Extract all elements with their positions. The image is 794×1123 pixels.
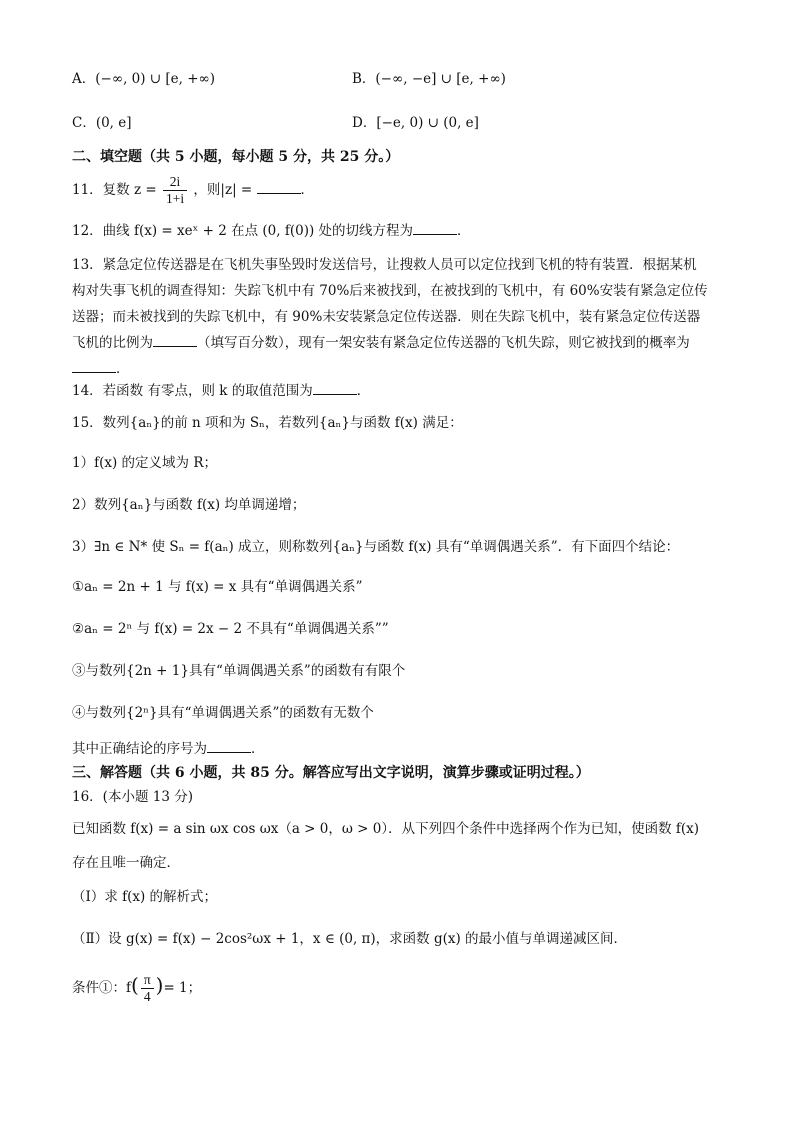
option-b: B．(−∞, −e] ∪ [e, +∞) xyxy=(352,71,506,87)
q15-answer-blank[interactable] xyxy=(207,739,251,753)
q13-end: ． xyxy=(116,361,130,377)
q12-answer-blank[interactable] xyxy=(413,221,457,235)
q11-suffix: ，则|z| = xyxy=(193,182,253,198)
q11-denominator: 1+i xyxy=(165,191,185,206)
q13-line-4b: （填写百分数），现有一架安装有紧急定位传送器的飞机失踪，则它被找到的概率为 xyxy=(197,335,690,351)
option-d: D．[−e, 0) ∪ (0, e] xyxy=(352,115,479,131)
q13-line-3: 送器；而未被找到的失踪飞机中，有 90%未安装紧急定位传送器．则在失踪飞机中，装有紧急定位传送器 xyxy=(72,309,701,325)
q15-condition-2: 2）数列{aₙ}与函数 f(x) 均单调递增； xyxy=(72,497,306,513)
q13-blank-1[interactable] xyxy=(153,333,197,347)
q13-line-2: 构对失事飞机的调查得知：失踪飞机中有 70%后来被找到，在被找到的飞机中，有 60%安装有紧急定位传 xyxy=(72,283,708,299)
q16-cond1-denominator: 4 xyxy=(143,989,151,1004)
q15-condition-1: 1）f(x) 的定义域为 R； xyxy=(72,455,217,471)
q15-ask-text: 其中正确结论的序号为 xyxy=(72,741,207,757)
q11-numerator: 2i xyxy=(163,174,187,191)
q13-line-4 xyxy=(72,330,732,356)
q15-end: ． xyxy=(251,741,265,757)
q13-line-5 xyxy=(72,356,732,382)
q15-condition-3: 3）∃n ∈ N* 使 Sₙ = f(aₙ) 成立，则称数列{aₙ}与函数 f(x) 具有“单调偶遇关系”．有下面四个结论： xyxy=(72,539,680,555)
q15-intro: 15．数列{aₙ}的前 n 项和为 Sₙ，若数列{aₙ}与函数 f(x) 满足： xyxy=(72,415,463,431)
q16-cond1-prefix: 条件①：f xyxy=(72,980,131,996)
q14-text: 14．若函数 有零点，则 k 的取值范围为 xyxy=(72,383,313,399)
q14-answer-blank[interactable] xyxy=(313,381,357,395)
q15-statement-1: ①aₙ = 2n + 1 与 f(x) = x 具有“单调偶遇关系” xyxy=(72,579,363,595)
q16-part-1: （Ⅰ）求 f(x) 的解析式； xyxy=(72,889,218,905)
question-14 xyxy=(72,380,734,402)
question-11 xyxy=(72,173,734,207)
section-3-title: 三、解答题（共 6 小题，共 85 分。解答应写出文字说明，演算步骤或证明过程。） xyxy=(72,765,590,781)
q14-end: ． xyxy=(356,383,371,399)
section-2-title: 二、填空题（共 5 小题，每小题 5 分，共 25 分。） xyxy=(72,149,400,165)
q13-line-1: 13．紧急定位传送器是在飞机失事坠毁时发送信号，让搜救人员可以定位找到飞机的特有装置．根据某机 xyxy=(72,257,697,273)
q11-answer-blank[interactable] xyxy=(257,180,301,194)
question-13 xyxy=(72,252,732,382)
q12-end: ． xyxy=(457,223,471,239)
q16-cond1-suffix: = 1； xyxy=(163,980,202,996)
q13-line-4a: 飞机的比例为 xyxy=(72,335,153,351)
q16-line-2: 存在且唯一确定． xyxy=(72,855,180,871)
q13-blank-2[interactable] xyxy=(72,359,116,373)
q15-statement-4: ④与数列{2ⁿ}具有“单调偶遇关系”的函数有无数个 xyxy=(72,705,374,721)
q11-prefix: 11．复数 z = xyxy=(72,182,157,198)
q16-part-2: （Ⅱ）设 g(x) = f(x) − 2cos²ωx + 1，x ∈ (0, π)，求函数 g(x) 的最小值与单调递减区间． xyxy=(72,931,628,947)
q11-fraction xyxy=(163,174,187,207)
q16-header: 16．(本小题 13 分) xyxy=(72,789,193,805)
question-12 xyxy=(72,220,734,242)
q16-cond1-fraction xyxy=(141,972,154,1005)
option-c: C．(0, e] xyxy=(72,115,132,131)
q12-text: 12．曲线 f(x) = xeˣ + 2 在点 (0, f(0)) 处的切线方程为 xyxy=(72,223,414,239)
q16-line-1: 已知函数 f(x) = a sin ωx cos ωx（a > 0，ω > 0）．从下列四个条件中选择两个作为已知，使函数 f(x) xyxy=(72,821,700,837)
option-a: A．(−∞, 0) ∪ [e, +∞) xyxy=(72,71,216,87)
q16-cond1-numerator: π xyxy=(141,972,154,989)
q15-statement-2: ②aₙ = 2ⁿ 与 f(x) = 2x − 2 不具有“单调偶遇关系”” xyxy=(72,621,389,637)
q15-ask xyxy=(72,738,734,760)
q15-statement-3: ③与数列{2n + 1}具有“单调偶遇关系”的函数有有限个 xyxy=(72,663,406,679)
q16-condition-1: 条件①：f( $\frac{\pi}{4}$ )= 1； xyxy=(72,972,202,1004)
q11-end: ． xyxy=(300,182,315,198)
